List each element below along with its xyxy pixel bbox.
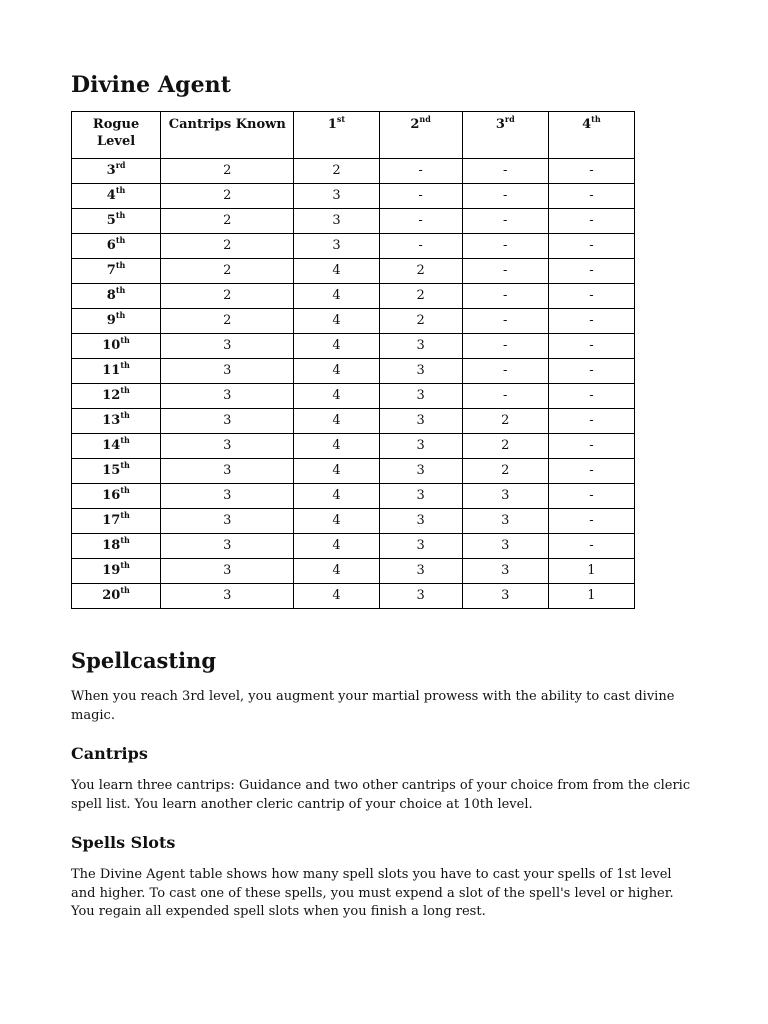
rogue-level-number: 17 bbox=[102, 513, 121, 528]
spell-slot-cell-s1: 3 bbox=[294, 234, 379, 259]
cantrips-known-cell: 3 bbox=[161, 484, 294, 509]
column-header-label: 2 bbox=[410, 117, 420, 132]
rogue-level-cell bbox=[72, 484, 161, 509]
spell-slot-cell-s2: 3 bbox=[379, 484, 462, 509]
divine-agent-table bbox=[71, 111, 635, 609]
rogue-level-cell bbox=[72, 409, 161, 434]
ordinal-suffix: th bbox=[115, 210, 126, 220]
rogue-level-number: 5 bbox=[106, 213, 116, 228]
subheading-cantrips: Cantrips bbox=[71, 744, 148, 763]
table-row bbox=[72, 559, 635, 584]
spell-slot-cell-s2: 3 bbox=[379, 434, 462, 459]
spell-slot-cell-s4: - bbox=[548, 359, 634, 384]
spell-slot-cell-s2: 2 bbox=[379, 309, 462, 334]
spell-slot-cell-s3: - bbox=[462, 184, 548, 209]
table-header-row bbox=[72, 112, 635, 159]
spell-slot-cell-s1: 4 bbox=[294, 309, 379, 334]
spell-slot-cell-s2: - bbox=[379, 234, 462, 259]
cantrips-known-cell: 3 bbox=[161, 359, 294, 384]
spell-slot-cell-s3: 2 bbox=[462, 409, 548, 434]
spell-slot-cell-s4: - bbox=[548, 509, 634, 534]
spell-slot-cell-s2: - bbox=[379, 184, 462, 209]
spell-slot-cell-s3: 3 bbox=[462, 534, 548, 559]
cantrips-known-cell: 3 bbox=[161, 534, 294, 559]
ordinal-suffix: th bbox=[115, 310, 126, 320]
spell-slot-cell-s2: 3 bbox=[379, 359, 462, 384]
rogue-level-cell bbox=[72, 159, 161, 184]
table-row bbox=[72, 284, 635, 309]
column-header bbox=[462, 112, 548, 159]
column-header-label: Cantrips Known bbox=[168, 117, 286, 132]
table-row bbox=[72, 334, 635, 359]
spell-slot-cell-s1: 4 bbox=[294, 384, 379, 409]
spell-slot-cell-s3: 3 bbox=[462, 509, 548, 534]
rogue-level-number: 6 bbox=[106, 238, 116, 253]
table-row bbox=[72, 209, 635, 234]
spell-slot-cell-s3: - bbox=[462, 334, 548, 359]
table-row bbox=[72, 184, 635, 209]
table-row bbox=[72, 584, 635, 609]
spell-slot-cell-s3: - bbox=[462, 359, 548, 384]
spell-slot-cell-s1: 3 bbox=[294, 184, 379, 209]
rogue-level-number: 11 bbox=[102, 363, 121, 378]
column-header-label: 3 bbox=[495, 117, 505, 132]
spell-slot-cell-s3: 3 bbox=[462, 559, 548, 584]
spell-slot-cell-s1: 4 bbox=[294, 259, 379, 284]
column-header-label: Rogue Level bbox=[92, 117, 140, 149]
ordinal-suffix: th bbox=[120, 360, 130, 370]
spell-slot-cell-s2: 3 bbox=[379, 384, 462, 409]
rogue-level-cell bbox=[72, 234, 161, 259]
spell-slot-cell-s1: 4 bbox=[294, 359, 379, 384]
spell-slot-cell-s4: - bbox=[548, 284, 634, 309]
rogue-level-cell bbox=[72, 509, 161, 534]
rogue-level-cell bbox=[72, 459, 161, 484]
column-header bbox=[379, 112, 462, 159]
cantrips-known-cell: 2 bbox=[161, 309, 294, 334]
rogue-level-number: 16 bbox=[102, 488, 121, 503]
spell-slot-cell-s4: - bbox=[548, 184, 634, 209]
table-row bbox=[72, 534, 635, 559]
spell-slot-cell-s4: - bbox=[548, 384, 634, 409]
spell-slot-cell-s3: - bbox=[462, 309, 548, 334]
spell-slot-cell-s2: 3 bbox=[379, 509, 462, 534]
spell-slot-cell-s3: - bbox=[462, 259, 548, 284]
spell-slot-cell-s4: - bbox=[548, 484, 634, 509]
cantrips-known-cell: 2 bbox=[161, 234, 294, 259]
rogue-level-number: 12 bbox=[102, 388, 121, 403]
ordinal-suffix: th bbox=[120, 410, 130, 420]
cantrips-known-cell: 2 bbox=[161, 184, 294, 209]
ordinal-suffix: th bbox=[120, 485, 130, 495]
ordinal-suffix: th bbox=[120, 435, 130, 445]
column-header-label: 1 bbox=[327, 117, 337, 132]
spell-slot-cell-s2: 3 bbox=[379, 409, 462, 434]
ordinal-suffix: th bbox=[115, 260, 126, 270]
spell-slot-cell-s3: 3 bbox=[462, 484, 548, 509]
spell-slot-cell-s1: 3 bbox=[294, 209, 379, 234]
section-heading-spellcasting: Spellcasting bbox=[71, 648, 217, 673]
ordinal-suffix: th bbox=[120, 335, 130, 345]
rogue-level-number: 4 bbox=[106, 188, 116, 203]
cantrips-known-cell: 2 bbox=[161, 159, 294, 184]
cantrips-known-cell: 3 bbox=[161, 409, 294, 434]
table-row bbox=[72, 384, 635, 409]
spell-slot-cell-s2: - bbox=[379, 159, 462, 184]
spell-slot-cell-s3: 3 bbox=[462, 584, 548, 609]
spell-slot-cell-s4: - bbox=[548, 259, 634, 284]
table-row bbox=[72, 159, 635, 184]
rogue-level-cell bbox=[72, 284, 161, 309]
table-row bbox=[72, 459, 635, 484]
spell-slot-cell-s2: 2 bbox=[379, 284, 462, 309]
spell-slot-cell-s3: - bbox=[462, 384, 548, 409]
table-row bbox=[72, 484, 635, 509]
table-row bbox=[72, 509, 635, 534]
spell-slot-cell-s3: - bbox=[462, 209, 548, 234]
spell-slot-cell-s4: - bbox=[548, 234, 634, 259]
table-row bbox=[72, 434, 635, 459]
ordinal-suffix: th bbox=[115, 285, 126, 295]
spell-slot-cell-s1: 4 bbox=[294, 284, 379, 309]
rogue-level-number: 3 bbox=[106, 163, 116, 178]
cantrips-known-cell: 3 bbox=[161, 559, 294, 584]
ordinal-suffix: st bbox=[336, 114, 346, 124]
spell-slot-cell-s1: 2 bbox=[294, 159, 379, 184]
cantrips-known-cell: 3 bbox=[161, 584, 294, 609]
spell-slots-text: The Divine Agent table shows how many spell slots you have to cast your spells of 1st level and higher. To cast one of these spells, you must expend a slot of the spell's level or higher. You regain all expended spell slots when you finish a long rest. bbox=[71, 867, 674, 919]
ordinal-suffix: th bbox=[120, 385, 130, 395]
ordinal-suffix: rd bbox=[504, 114, 515, 124]
spell-slot-cell-s3: 2 bbox=[462, 434, 548, 459]
rogue-level-cell bbox=[72, 309, 161, 334]
rogue-level-cell bbox=[72, 359, 161, 384]
spell-slot-cell-s4: - bbox=[548, 434, 634, 459]
ordinal-suffix: th bbox=[591, 114, 601, 124]
table-row bbox=[72, 359, 635, 384]
spell-slot-cell-s2: 3 bbox=[379, 334, 462, 359]
rogue-level-cell bbox=[72, 434, 161, 459]
ordinal-suffix: rd bbox=[115, 160, 126, 170]
spell-slot-cell-s4: - bbox=[548, 309, 634, 334]
spell-slot-cell-s3: - bbox=[462, 284, 548, 309]
subheading-spell-slots: Spells Slots bbox=[71, 833, 176, 852]
table-row bbox=[72, 234, 635, 259]
table-row bbox=[72, 409, 635, 434]
spell-slot-cell-s4: - bbox=[548, 334, 634, 359]
ordinal-suffix: nd bbox=[419, 114, 431, 124]
spell-slot-cell-s2: 3 bbox=[379, 584, 462, 609]
spell-slot-cell-s1: 4 bbox=[294, 434, 379, 459]
table-row bbox=[72, 309, 635, 334]
cantrips-known-cell: 3 bbox=[161, 434, 294, 459]
column-header bbox=[72, 112, 161, 159]
rogue-level-number: 10 bbox=[102, 338, 121, 353]
rogue-level-cell bbox=[72, 559, 161, 584]
cantrips-known-cell: 3 bbox=[161, 459, 294, 484]
table-row bbox=[72, 259, 635, 284]
rogue-level-cell bbox=[72, 209, 161, 234]
page-title: Divine Agent bbox=[71, 72, 232, 98]
spell-slot-cell-s1: 4 bbox=[294, 409, 379, 434]
rogue-level-cell bbox=[72, 384, 161, 409]
column-header bbox=[294, 112, 379, 159]
spell-slot-cell-s4: - bbox=[548, 209, 634, 234]
ordinal-suffix: th bbox=[120, 560, 130, 570]
spell-slot-cell-s1: 4 bbox=[294, 484, 379, 509]
spell-slot-cell-s4: 1 bbox=[548, 584, 634, 609]
rogue-level-number: 14 bbox=[102, 438, 121, 453]
rogue-level-number: 18 bbox=[102, 538, 121, 553]
rogue-level-number: 8 bbox=[106, 288, 116, 303]
rogue-level-cell bbox=[72, 259, 161, 284]
spell-slot-cell-s3: - bbox=[462, 234, 548, 259]
column-header bbox=[161, 112, 294, 159]
rogue-level-cell bbox=[72, 534, 161, 559]
spell-slot-cell-s1: 4 bbox=[294, 459, 379, 484]
ordinal-suffix: th bbox=[115, 185, 126, 195]
spell-slot-cell-s1: 4 bbox=[294, 584, 379, 609]
cantrips-known-cell: 2 bbox=[161, 284, 294, 309]
rogue-level-number: 7 bbox=[106, 263, 116, 278]
spell-slot-cell-s2: - bbox=[379, 209, 462, 234]
spell-slot-cell-s1: 4 bbox=[294, 509, 379, 534]
rogue-level-cell bbox=[72, 184, 161, 209]
spell-slot-cell-s4: - bbox=[548, 459, 634, 484]
rogue-level-number: 9 bbox=[106, 313, 116, 328]
cantrips-known-cell: 2 bbox=[161, 259, 294, 284]
ordinal-suffix: th bbox=[120, 585, 130, 595]
cantrips-text: You learn three cantrips: Guidance and two other cantrips of your choice from from the cleric spell list. You learn another cleric cantrip of your choice at 10th level. bbox=[71, 778, 691, 812]
spell-slot-cell-s4: - bbox=[548, 409, 634, 434]
ordinal-suffix: th bbox=[115, 235, 126, 245]
spell-slot-cell-s2: 3 bbox=[379, 534, 462, 559]
cantrips-known-cell: 2 bbox=[161, 209, 294, 234]
spell-slot-cell-s1: 4 bbox=[294, 334, 379, 359]
rogue-level-number: 19 bbox=[102, 563, 121, 578]
rogue-level-cell bbox=[72, 334, 161, 359]
ordinal-suffix: th bbox=[120, 535, 130, 545]
spell-slot-cell-s3: 2 bbox=[462, 459, 548, 484]
spell-slot-cell-s4: - bbox=[548, 159, 634, 184]
rogue-level-number: 20 bbox=[102, 588, 121, 603]
cantrips-known-cell: 3 bbox=[161, 334, 294, 359]
spell-slot-cell-s2: 3 bbox=[379, 459, 462, 484]
cantrips-known-cell: 3 bbox=[161, 384, 294, 409]
spell-slot-cell-s4: 1 bbox=[548, 559, 634, 584]
spell-slot-cell-s2: 2 bbox=[379, 259, 462, 284]
column-header-label: 4 bbox=[582, 117, 592, 132]
spell-slot-cell-s2: 3 bbox=[379, 559, 462, 584]
ordinal-suffix: th bbox=[120, 460, 130, 470]
rogue-level-number: 13 bbox=[102, 413, 121, 428]
spell-slot-cell-s1: 4 bbox=[294, 534, 379, 559]
spell-slot-cell-s3: - bbox=[462, 159, 548, 184]
rogue-level-number: 15 bbox=[102, 463, 121, 478]
column-header bbox=[548, 112, 634, 159]
spellcasting-intro: When you reach 3rd level, you augment your martial prowess with the ability to cast divine magic. bbox=[71, 689, 675, 723]
spell-slot-cell-s1: 4 bbox=[294, 559, 379, 584]
ordinal-suffix: th bbox=[120, 510, 130, 520]
rogue-level-cell bbox=[72, 584, 161, 609]
cantrips-known-cell: 3 bbox=[161, 509, 294, 534]
spell-slot-cell-s4: - bbox=[548, 534, 634, 559]
